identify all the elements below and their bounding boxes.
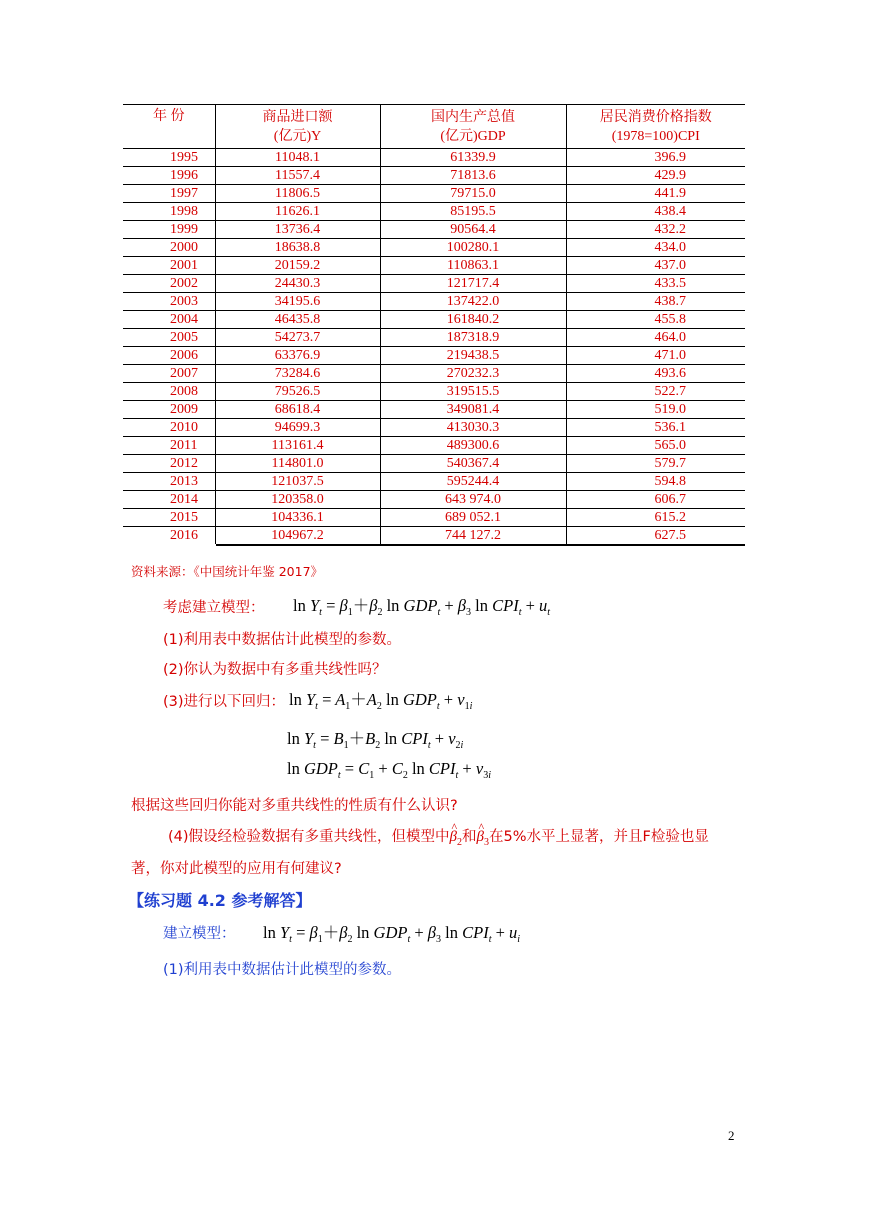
cell-gdp: 489300.6 <box>380 437 566 455</box>
table-row <box>123 167 745 185</box>
cell-imports: 94699.3 <box>215 419 380 437</box>
cell-imports: 18638.8 <box>215 239 380 257</box>
table-row <box>123 239 745 257</box>
cell-imports: 54273.7 <box>215 329 380 347</box>
cell-gdp: 270232.3 <box>380 365 566 383</box>
cell-year: 2002 <box>123 275 215 293</box>
table-header-row <box>123 105 745 149</box>
cell-imports: 11806.5 <box>215 185 380 203</box>
cell-imports: 120358.0 <box>215 491 380 509</box>
table-row <box>123 329 745 347</box>
table-row <box>123 437 745 455</box>
page-number: 2 <box>728 1128 735 1143</box>
question-3: (3)进行以下回归： <box>163 694 286 710</box>
cell-gdp: 71813.6 <box>380 167 566 185</box>
question-4-line-1: (4)假设经检验数据有多重共线性，但模型中^ $\beta_2$和^ $\beta_3$在5%水平上显著，并且F检验也显 <box>168 825 709 846</box>
cell-imports: 114801.0 <box>215 455 380 473</box>
answer-model-equation: $\ln Y_t = \beta_1+\beta_2$ $\ln GDP_t + \beta_3$ $\ln CPI_t + u_i$ <box>263 923 521 945</box>
cell-imports: 121037.5 <box>215 473 380 491</box>
cell-gdp: 187318.9 <box>380 329 566 347</box>
cell-cpi: 493.6 <box>566 365 745 383</box>
model-equation: $\ln Y_t = \beta_1+\beta_2$ $\ln GDP_t + \beta_3$ $\ln CPI_t + u_t$ <box>293 596 551 618</box>
answer-model-intro: 建立模型： <box>163 926 236 942</box>
cell-gdp: 90564.4 <box>380 221 566 239</box>
table-row <box>123 203 745 221</box>
cell-cpi: 615.2 <box>566 509 745 527</box>
cell-gdp: 100280.1 <box>380 239 566 257</box>
cell-imports: 11557.4 <box>215 167 380 185</box>
regression-3: $\ln GDP_t = C_1 + C_2$ $\ln CPI_t + v_{3i}$ <box>287 759 491 781</box>
cell-year: 1998 <box>123 203 215 221</box>
cell-gdp: 643 974.0 <box>380 491 566 509</box>
cell-gdp: 349081.4 <box>380 401 566 419</box>
cell-cpi: 438.7 <box>566 293 745 311</box>
cell-imports: 63376.9 <box>215 347 380 365</box>
cell-gdp: 744 127.2 <box>380 527 566 546</box>
table-row <box>123 257 745 275</box>
cell-gdp: 61339.9 <box>380 149 566 167</box>
cell-imports: 11626.1 <box>215 203 380 221</box>
cell-imports: 79526.5 <box>215 383 380 401</box>
table-row <box>123 311 745 329</box>
table-row <box>123 365 745 383</box>
cell-cpi: 438.4 <box>566 203 745 221</box>
table-row <box>123 473 745 491</box>
cell-imports: 34195.6 <box>215 293 380 311</box>
cell-cpi: 627.5 <box>566 527 745 546</box>
cell-year: 2008 <box>123 383 215 401</box>
cell-gdp: 540367.4 <box>380 455 566 473</box>
cell-cpi: 464.0 <box>566 329 745 347</box>
question-4-line-2: 著，你对此模型的应用有何建议? <box>131 861 342 877</box>
cell-gdp: 689 052.1 <box>380 509 566 527</box>
cell-cpi: 519.0 <box>566 401 745 419</box>
table-row <box>123 275 745 293</box>
cell-cpi: 471.0 <box>566 347 745 365</box>
cell-year: 2003 <box>123 293 215 311</box>
table-row <box>123 401 745 419</box>
cell-imports: 104967.2 <box>215 527 380 546</box>
cell-imports: 20159.2 <box>215 257 380 275</box>
cell-cpi: 522.7 <box>566 383 745 401</box>
cell-gdp: 137422.0 <box>380 293 566 311</box>
header-cpi: 居民消费价格指数 (1978=100)CPI <box>566 105 745 149</box>
cell-year: 2001 <box>123 257 215 275</box>
cell-cpi: 606.7 <box>566 491 745 509</box>
regression-1: $\ln Y_t = A_1+A_2$ $\ln GDP_t + v_{1i}$ <box>289 690 473 712</box>
cell-gdp: 79715.0 <box>380 185 566 203</box>
question-3-followup: 根据这些回归你能对多重共线性的性质有什么认识? <box>131 798 458 814</box>
table-row <box>123 347 745 365</box>
cell-imports: 11048.1 <box>215 149 380 167</box>
cell-year: 1996 <box>123 167 215 185</box>
cell-year: 2015 <box>123 509 215 527</box>
cell-year: 2014 <box>123 491 215 509</box>
cell-imports: 24430.3 <box>215 275 380 293</box>
table-row <box>123 221 745 239</box>
cell-year: 2005 <box>123 329 215 347</box>
header-year: 年 份 <box>123 105 215 149</box>
table-row <box>123 293 745 311</box>
cell-imports: 104336.1 <box>215 509 380 527</box>
cell-gdp: 85195.5 <box>380 203 566 221</box>
cell-gdp: 595244.4 <box>380 473 566 491</box>
table-row <box>123 185 745 203</box>
cell-year: 2011 <box>123 437 215 455</box>
cell-cpi: 536.1 <box>566 419 745 437</box>
cell-year: 2016 <box>170 528 198 543</box>
cell-year: 2012 <box>123 455 215 473</box>
table-body <box>123 149 745 546</box>
cell-gdp: 110863.1 <box>380 257 566 275</box>
cell-year: 1999 <box>123 221 215 239</box>
cell-year: 2009 <box>123 401 215 419</box>
cell-cpi: 579.7 <box>566 455 745 473</box>
cell-year: 2000 <box>123 239 215 257</box>
question-1: (1)利用表中数据估计此模型的参数。 <box>163 632 402 648</box>
header-imports: 商品进口额 (亿元)Y <box>215 105 380 149</box>
answer-question-1: (1)利用表中数据估计此模型的参数。 <box>163 962 402 978</box>
cell-imports: 68618.4 <box>215 401 380 419</box>
cell-cpi: 433.5 <box>566 275 745 293</box>
cell-imports: 13736.4 <box>215 221 380 239</box>
cell-gdp: 121717.4 <box>380 275 566 293</box>
cell-year: 1995 <box>123 149 215 167</box>
cell-cpi: 396.9 <box>566 149 745 167</box>
cell-gdp: 413030.3 <box>380 419 566 437</box>
cell-year: 2004 <box>123 311 215 329</box>
cell-cpi: 432.2 <box>566 221 745 239</box>
table-row <box>123 509 745 527</box>
table-row <box>123 149 745 167</box>
cell-cpi: 434.0 <box>566 239 745 257</box>
source-note: 资料来源：《中国统计年鉴 2017》 <box>131 564 324 579</box>
cell-cpi: 565.0 <box>566 437 745 455</box>
table-row <box>123 455 745 473</box>
table-row <box>123 491 745 509</box>
cell-cpi: 455.8 <box>566 311 745 329</box>
table-row <box>123 527 745 546</box>
cell-year: 2007 <box>123 365 215 383</box>
answer-heading: 【练习题 4.2 参考解答】 <box>128 891 312 910</box>
cell-cpi: 594.8 <box>566 473 745 491</box>
cell-cpi: 441.9 <box>566 185 745 203</box>
table-row <box>123 419 745 437</box>
header-gdp: 国内生产总值 (亿元)GDP <box>380 105 566 149</box>
cell-year: 2006 <box>123 347 215 365</box>
cell-cpi: 437.0 <box>566 257 745 275</box>
cell-year: 2010 <box>123 419 215 437</box>
question-2: (2)你认为数据中有多重共线性吗？ <box>163 662 387 678</box>
cell-gdp: 161840.2 <box>380 311 566 329</box>
cell-imports: 113161.4 <box>215 437 380 455</box>
cell-imports: 46435.8 <box>215 311 380 329</box>
cell-year: 2013 <box>123 473 215 491</box>
cell-gdp: 219438.5 <box>380 347 566 365</box>
model-intro: 考虑建立模型： <box>163 600 265 616</box>
cell-year: 1997 <box>123 185 215 203</box>
data-table <box>123 104 745 546</box>
cell-gdp: 319515.5 <box>380 383 566 401</box>
regression-2: $\ln Y_t = B_1+B_2$ $\ln CPI_t + v_{2i}$ <box>287 729 464 751</box>
cell-imports: 73284.6 <box>215 365 380 383</box>
cell-cpi: 429.9 <box>566 167 745 185</box>
table-row <box>123 383 745 401</box>
